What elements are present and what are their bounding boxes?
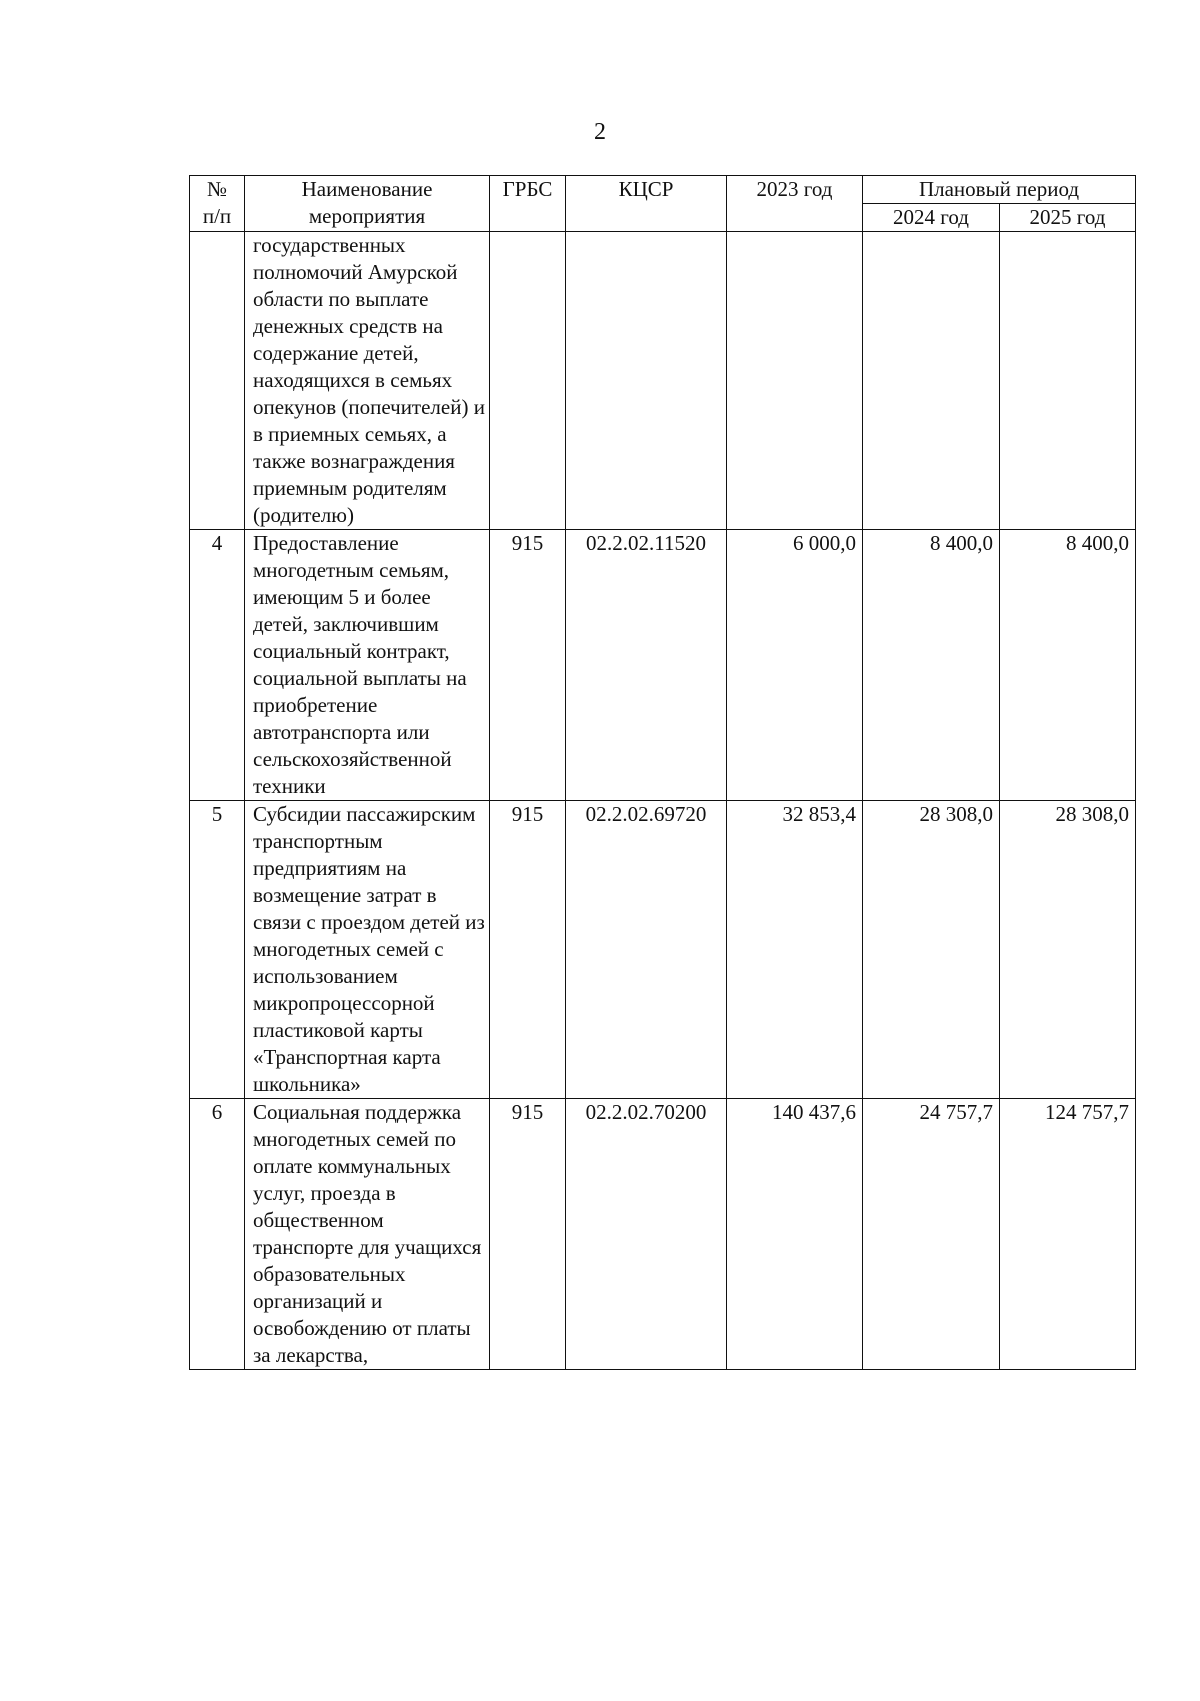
row-2025: 8 400,0 (1000, 530, 1136, 801)
table-row (190, 232, 1136, 530)
row-2025: 124 757,7 (1000, 1099, 1136, 1370)
header-name: Наименование мероприятия (245, 176, 490, 232)
header-grbs: ГРБС (490, 176, 566, 232)
row-name: Предоставление многодетным семьям, имеющим 5 и более детей, заключившим социальный контракт, социальной выплаты на приобретение автотранспорта или сельскохозяйственной техники (245, 530, 490, 801)
row-2025 (1000, 232, 1136, 530)
row-kcsr: 02.2.02.11520 (566, 530, 727, 801)
row-number: 4 (190, 530, 245, 801)
row-grbs (490, 232, 566, 530)
header-kcsr: КЦСР (566, 176, 727, 232)
row-name: государственных полномочий Амурской области по выплате денежных средств на содержание детей, находящихся в семьях опекунов (попечителей) и в приемных семьях, а также вознаграждения приемным родителям (родителю) (245, 232, 490, 530)
header-num: № п/п (190, 176, 245, 232)
row-2023: 140 437,6 (727, 1099, 863, 1370)
page-number: 2 (594, 119, 606, 145)
row-kcsr (566, 232, 727, 530)
table-row (190, 801, 1136, 1099)
row-2024: 28 308,0 (863, 801, 1000, 1099)
row-2024 (863, 232, 1000, 530)
header-2023: 2023 год (727, 176, 863, 232)
row-kcsr: 02.2.02.69720 (566, 801, 727, 1099)
row-number: 6 (190, 1099, 245, 1370)
row-grbs: 915 (490, 1099, 566, 1370)
row-grbs: 915 (490, 530, 566, 801)
row-number: 5 (190, 801, 245, 1099)
row-name: Социальная поддержка многодетных семей по оплате коммунальных услуг, проезда в общественном транспорте для учащихся образовательных организаций и освобождению от платы за лекарства, (245, 1099, 490, 1370)
table-row (190, 1099, 1136, 1370)
row-2024: 8 400,0 (863, 530, 1000, 801)
row-2024: 24 757,7 (863, 1099, 1000, 1370)
row-2023: 32 853,4 (727, 801, 863, 1099)
budget-table (189, 175, 1136, 1370)
row-2023: 6 000,0 (727, 530, 863, 801)
header-planned-period: Плановый период (863, 176, 1136, 204)
row-2025: 28 308,0 (1000, 801, 1136, 1099)
table-row (190, 530, 1136, 801)
row-name: Субсидии пассажирским транспортным предприятиям на возмещение затрат в связи с проездом детей из многодетных семей с использованием микропроцессорной пластиковой карты «Транспортная карта школьника» (245, 801, 490, 1099)
header-2024: 2024 год (863, 204, 1000, 232)
row-kcsr: 02.2.02.70200 (566, 1099, 727, 1370)
row-number (190, 232, 245, 530)
row-2023 (727, 232, 863, 530)
header-2025: 2025 год (1000, 204, 1136, 232)
row-grbs: 915 (490, 801, 566, 1099)
